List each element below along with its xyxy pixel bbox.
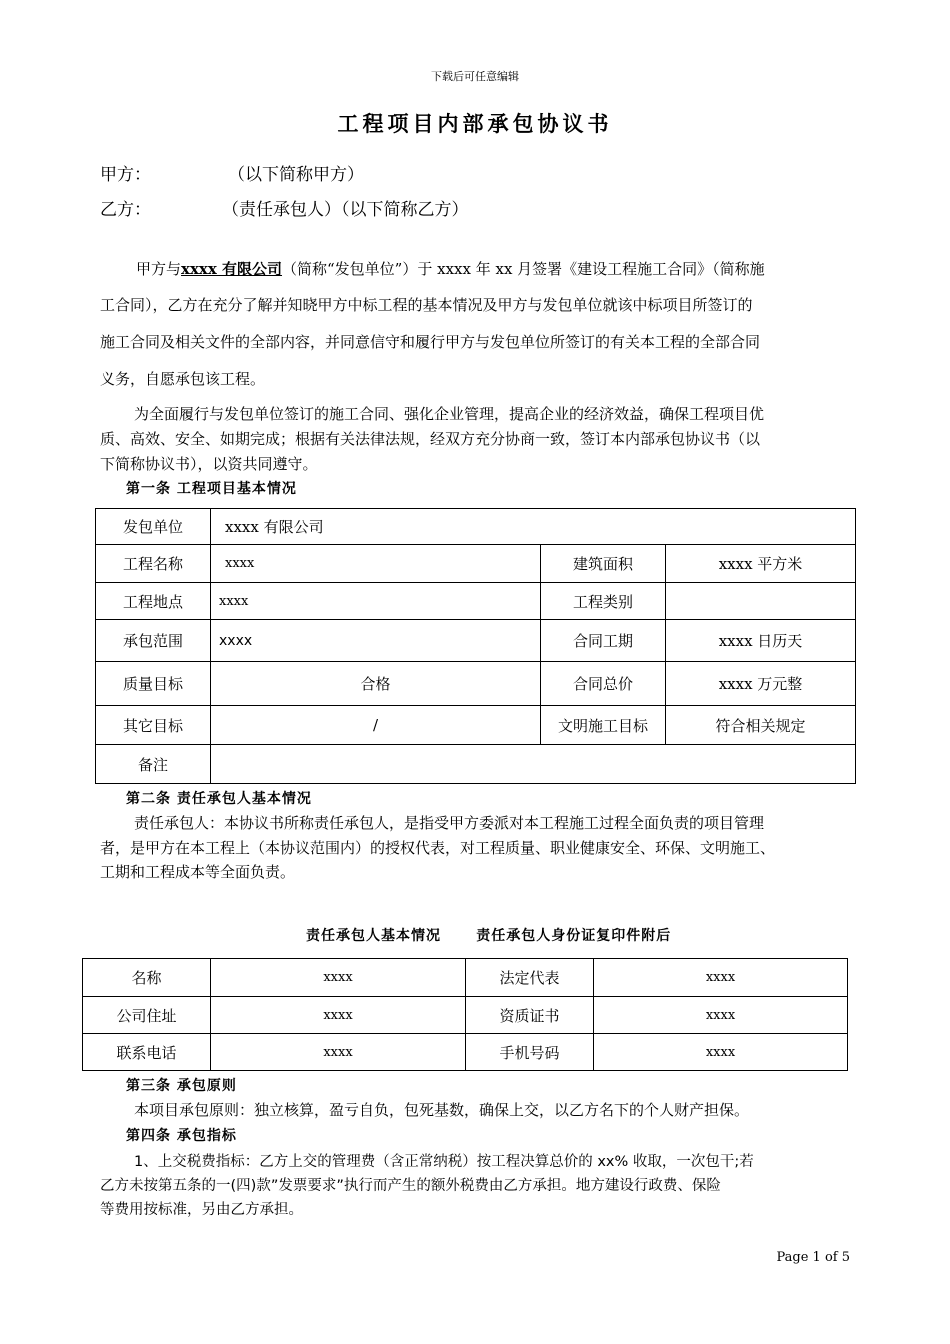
- table-row: [96, 706, 856, 745]
- intro-text-b: （简称“发包单位”）于 xxxx 年 xx 月签署《建设工程施工合同》（简称施: [282, 260, 765, 278]
- phone-label: 联系电话: [83, 1034, 211, 1071]
- section-4-line-1: 1、上交税费指标：乙方上交的管理费（含正常纳税）按工程决算总价的 xx% 收取，一次包干;若: [134, 1154, 754, 1170]
- legal-rep-value: xxxx: [594, 959, 848, 997]
- party-b-note: （责任承包人）（以下简称乙方）: [222, 200, 469, 220]
- section-2-line-2: 者，是甲方在本工程上（本协议范围内）的授权代表，对工程质量、职业健康安全、环保、文明施工、: [100, 839, 776, 857]
- intro-company: xxxx 有限公司: [181, 260, 283, 278]
- section-2-line-3: 工期和工程成本等全面负责。: [100, 863, 296, 881]
- project-info-table: [95, 508, 856, 784]
- party-b-label: 乙方：: [100, 200, 151, 220]
- para2-line-1: 为全面履行与发包单位签订的施工合同、强化企业管理，提高企业的经济效益，确保工程项目优: [134, 405, 765, 423]
- section-2-line-1: 责任承包人：本协议书所称责任承包人，是指受甲方委派对本工程施工过程全面负责的项目管理: [134, 814, 765, 832]
- party-a-note: （以下简称甲方）: [228, 165, 364, 185]
- civil-target-label: 文明施工目标: [541, 706, 666, 745]
- section-4-heading: 第四条 承包指标: [126, 1128, 237, 1144]
- certificate-value: xxxx: [594, 997, 848, 1034]
- table-row: [83, 1034, 848, 1071]
- section-1-heading: 第一条 工程项目基本情况: [126, 481, 297, 497]
- table-row: [96, 545, 856, 583]
- intro-line-3: 施工合同及相关文件的全部内容，并同意信守和履行甲方与发包单位所签订的有关本工程的全部合同: [100, 333, 761, 351]
- para2-line-3: 下简称协议书），以资共同遵守。: [100, 455, 318, 473]
- mobile-value: xxxx: [594, 1034, 848, 1071]
- certificate-label: 资质证书: [466, 997, 594, 1034]
- period-value: xxxx 日历天: [666, 620, 856, 662]
- contractor-info-table: [82, 958, 848, 1071]
- scope-label: 承包范围: [96, 620, 211, 662]
- table-2-caption: 责任承包人基本情况 责任承包人身份证复印件附后: [306, 928, 672, 944]
- header-note: 下载后可任意编辑: [431, 70, 519, 83]
- section-4-line-2: 乙方未按第五条的一(四)款”发票要求”执行而产生的额外税费由乙方承担。地方建设行政费、保险: [100, 1178, 721, 1194]
- scope-value: xxxx: [211, 620, 541, 662]
- section-3-heading: 第三条 承包原则: [126, 1078, 237, 1094]
- section-4-line-3: 等费用按标准，另由乙方承担。: [100, 1202, 303, 1218]
- remark-value: [211, 745, 856, 784]
- other-target-value: /: [211, 706, 541, 745]
- category-label: 工程类别: [541, 583, 666, 620]
- table-row: [96, 662, 856, 706]
- table-row: [96, 620, 856, 662]
- location-value: xxxx: [211, 583, 541, 620]
- name-label: 名称: [83, 959, 211, 997]
- table-row: [83, 959, 848, 997]
- intro-line-1: [136, 258, 765, 279]
- table-row: [96, 745, 856, 784]
- address-label: 公司住址: [83, 997, 211, 1034]
- building-area-label: 建筑面积: [541, 545, 666, 583]
- name-value: xxxx: [211, 959, 466, 997]
- contractor-label: 发包单位: [96, 509, 211, 545]
- building-area-value: xxxx 平方米: [666, 545, 856, 583]
- phone-value: xxxx: [211, 1034, 466, 1071]
- intro-line-2: 工合同），乙方在充分了解并知晓甲方中标工程的基本情况及甲方与发包单位就该中标项目所签订的: [100, 296, 753, 314]
- table-row: [96, 509, 856, 545]
- category-value: [666, 583, 856, 620]
- legal-rep-label: 法定代表: [466, 959, 594, 997]
- quality-label: 质量目标: [96, 662, 211, 706]
- price-value: xxxx 万元整: [666, 662, 856, 706]
- document-title: 工程项目内部承包协议书: [337, 111, 613, 136]
- price-label: 合同总价: [541, 662, 666, 706]
- page-number: Page 1 of 5: [776, 1250, 850, 1265]
- intro-text-a: 甲方与: [136, 260, 182, 278]
- other-target-label: 其它目标: [96, 706, 211, 745]
- intro-line-4: 义务，自愿承包该工程。: [100, 370, 266, 388]
- section-3-text: 本项目承包原则：独立核算，盈亏自负，包死基数，确保上交，以乙方名下的个人财产担保。: [134, 1101, 750, 1119]
- table-row: [83, 997, 848, 1034]
- section-2-heading: 第二条 责任承包人基本情况: [126, 791, 312, 807]
- table-row: [96, 583, 856, 620]
- para2-line-2: 质、高效、安全、如期完成；根据有关法律法规，经双方充分协商一致，签订本内部承包协议书（以: [100, 430, 761, 448]
- contractor-value: xxxx 有限公司: [211, 509, 856, 545]
- civil-target-value: 符合相关规定: [666, 706, 856, 745]
- mobile-label: 手机号码: [466, 1034, 594, 1071]
- party-a-label: 甲方：: [100, 165, 151, 185]
- period-label: 合同工期: [541, 620, 666, 662]
- remark-label: 备注: [96, 745, 211, 784]
- project-name-value: xxxx: [211, 545, 541, 583]
- quality-value: 合格: [211, 662, 541, 706]
- project-name-label: 工程名称: [96, 545, 211, 583]
- address-value: xxxx: [211, 997, 466, 1034]
- location-label: 工程地点: [96, 583, 211, 620]
